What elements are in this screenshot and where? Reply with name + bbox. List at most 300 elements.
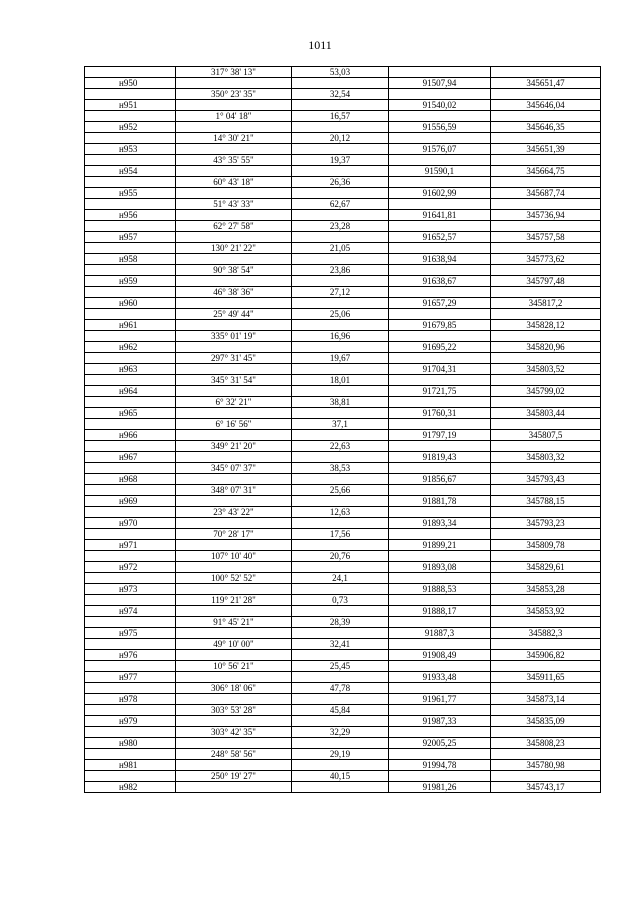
segment-row — [85, 243, 601, 254]
point-row — [85, 342, 601, 353]
segment-row — [85, 331, 601, 342]
direction-angle-cell: 46° 38' 36" — [176, 287, 292, 298]
point-name-cell — [85, 749, 176, 760]
direction-angle-cell: 348° 07' 31" — [176, 485, 292, 496]
direction-angle-cell — [176, 518, 292, 529]
point-name-cell: н967 — [85, 452, 176, 463]
x-coordinate-cell — [389, 287, 491, 298]
y-coordinate-cell: 345793,23 — [491, 518, 601, 529]
segment-row — [85, 353, 601, 364]
point-name-cell — [85, 287, 176, 298]
x-coordinate-cell: 91507,94 — [389, 78, 491, 89]
y-coordinate-cell — [491, 529, 601, 540]
x-coordinate-cell — [389, 463, 491, 474]
x-coordinate-cell — [389, 177, 491, 188]
direction-angle-cell — [176, 584, 292, 595]
direction-angle-cell: 303° 42' 35" — [176, 727, 292, 738]
direction-angle-cell — [176, 474, 292, 485]
direction-angle-cell — [176, 144, 292, 155]
point-name-cell: н957 — [85, 232, 176, 243]
segment-length-cell — [292, 188, 389, 199]
segment-length-cell: 32,54 — [292, 89, 389, 100]
point-name-cell: н954 — [85, 166, 176, 177]
point-name-cell — [85, 529, 176, 540]
x-coordinate-cell: 91590,1 — [389, 166, 491, 177]
y-coordinate-cell — [491, 133, 601, 144]
y-coordinate-cell — [491, 375, 601, 386]
direction-angle-cell: 10° 56' 21" — [176, 661, 292, 672]
y-coordinate-cell — [491, 661, 601, 672]
segment-row — [85, 485, 601, 496]
segment-row — [85, 199, 601, 210]
segment-length-cell — [292, 716, 389, 727]
x-coordinate-cell: 91721,75 — [389, 386, 491, 397]
y-coordinate-cell — [491, 573, 601, 584]
y-coordinate-cell: 345829,61 — [491, 562, 601, 573]
point-row — [85, 760, 601, 771]
segment-length-cell — [292, 540, 389, 551]
segment-length-cell — [292, 760, 389, 771]
y-coordinate-cell — [491, 89, 601, 100]
x-coordinate-cell — [389, 133, 491, 144]
segment-row — [85, 89, 601, 100]
x-coordinate-cell: 91704,31 — [389, 364, 491, 375]
segment-row — [85, 507, 601, 518]
y-coordinate-cell — [491, 595, 601, 606]
x-coordinate-cell: 91556,59 — [389, 122, 491, 133]
direction-angle-cell — [176, 672, 292, 683]
x-coordinate-cell: 91679,85 — [389, 320, 491, 331]
segment-row — [85, 683, 601, 694]
y-coordinate-cell — [491, 67, 601, 78]
point-name-cell: н970 — [85, 518, 176, 529]
x-coordinate-cell: 91899,21 — [389, 540, 491, 551]
direction-angle-cell: 43° 35' 55" — [176, 155, 292, 166]
point-name-cell — [85, 683, 176, 694]
point-name-cell: н962 — [85, 342, 176, 353]
segment-row — [85, 397, 601, 408]
x-coordinate-cell — [389, 397, 491, 408]
x-coordinate-cell: 91652,57 — [389, 232, 491, 243]
point-name-cell: н972 — [85, 562, 176, 573]
x-coordinate-cell: 91888,17 — [389, 606, 491, 617]
y-coordinate-cell: 345828,12 — [491, 320, 601, 331]
direction-angle-cell — [176, 364, 292, 375]
x-coordinate-cell — [389, 507, 491, 518]
direction-angle-cell — [176, 452, 292, 463]
x-coordinate-cell: 91638,94 — [389, 254, 491, 265]
y-coordinate-cell: 345820,96 — [491, 342, 601, 353]
y-coordinate-cell: 345788,15 — [491, 496, 601, 507]
segment-row — [85, 177, 601, 188]
x-coordinate-cell: 91797,19 — [389, 430, 491, 441]
segment-length-cell — [292, 518, 389, 529]
segment-row — [85, 375, 601, 386]
x-coordinate-cell — [389, 309, 491, 320]
point-row — [85, 738, 601, 749]
segment-length-cell: 21,05 — [292, 243, 389, 254]
y-coordinate-cell: 345743,17 — [491, 782, 601, 793]
point-name-cell — [85, 485, 176, 496]
x-coordinate-cell: 91888,53 — [389, 584, 491, 595]
x-coordinate-cell: 91893,34 — [389, 518, 491, 529]
direction-angle-cell: 49° 10' 00" — [176, 639, 292, 650]
segment-length-cell: 25,66 — [292, 485, 389, 496]
segment-length-cell: 24,1 — [292, 573, 389, 584]
y-coordinate-cell — [491, 441, 601, 452]
point-name-cell — [85, 617, 176, 628]
y-coordinate-cell — [491, 683, 601, 694]
segment-length-cell — [292, 584, 389, 595]
point-row — [85, 518, 601, 529]
segment-row — [85, 309, 601, 320]
segment-length-cell — [292, 386, 389, 397]
point-row — [85, 100, 601, 111]
point-row — [85, 628, 601, 639]
y-coordinate-cell — [491, 727, 601, 738]
x-coordinate-cell — [389, 331, 491, 342]
direction-angle-cell: 6° 16' 56" — [176, 419, 292, 430]
segment-length-cell — [292, 672, 389, 683]
direction-angle-cell: 70° 28' 17" — [176, 529, 292, 540]
point-row — [85, 122, 601, 133]
y-coordinate-cell — [491, 507, 601, 518]
direction-angle-cell — [176, 78, 292, 89]
point-name-cell: н974 — [85, 606, 176, 617]
segment-row — [85, 265, 601, 276]
direction-angle-cell: 250° 19' 27" — [176, 771, 292, 782]
point-name-cell — [85, 705, 176, 716]
direction-angle-cell: 25° 49' 44" — [176, 309, 292, 320]
y-coordinate-cell — [491, 287, 601, 298]
x-coordinate-cell: 91881,78 — [389, 496, 491, 507]
x-coordinate-cell — [389, 485, 491, 496]
y-coordinate-cell: 345736,94 — [491, 210, 601, 221]
coordinates-table-body — [85, 67, 601, 793]
point-row — [85, 254, 601, 265]
direction-angle-cell: 23° 43' 22" — [176, 507, 292, 518]
x-coordinate-cell: 91602,99 — [389, 188, 491, 199]
direction-angle-cell — [176, 430, 292, 441]
point-name-cell: н963 — [85, 364, 176, 375]
segment-length-cell: 23,28 — [292, 221, 389, 232]
direction-angle-cell: 91° 45' 21" — [176, 617, 292, 628]
point-name-cell: н969 — [85, 496, 176, 507]
segment-length-cell — [292, 122, 389, 133]
direction-angle-cell: 1° 04' 18" — [176, 111, 292, 122]
point-name-cell — [85, 419, 176, 430]
y-coordinate-cell: 345773,62 — [491, 254, 601, 265]
point-name-cell: н975 — [85, 628, 176, 639]
point-name-cell: н966 — [85, 430, 176, 441]
segment-row — [85, 639, 601, 650]
x-coordinate-cell: 91657,29 — [389, 298, 491, 309]
direction-angle-cell — [176, 716, 292, 727]
point-name-cell — [85, 507, 176, 518]
segment-row — [85, 529, 601, 540]
x-coordinate-cell — [389, 595, 491, 606]
segment-row — [85, 661, 601, 672]
direction-angle-cell: 297° 31' 45" — [176, 353, 292, 364]
segment-row — [85, 287, 601, 298]
segment-length-cell: 25,06 — [292, 309, 389, 320]
y-coordinate-cell — [491, 419, 601, 430]
y-coordinate-cell: 345803,32 — [491, 452, 601, 463]
segment-row — [85, 463, 601, 474]
point-name-cell — [85, 199, 176, 210]
y-coordinate-cell: 345651,39 — [491, 144, 601, 155]
point-row — [85, 694, 601, 705]
segment-row — [85, 705, 601, 716]
y-coordinate-cell: 345651,47 — [491, 78, 601, 89]
point-name-cell: н964 — [85, 386, 176, 397]
segment-length-cell: 22,63 — [292, 441, 389, 452]
segment-length-cell: 0,73 — [292, 595, 389, 606]
point-name-cell: н978 — [85, 694, 176, 705]
direction-angle-cell: 14° 30' 21" — [176, 133, 292, 144]
x-coordinate-cell — [389, 111, 491, 122]
direction-angle-cell — [176, 298, 292, 309]
segment-length-cell: 32,41 — [292, 639, 389, 650]
point-name-cell — [85, 265, 176, 276]
y-coordinate-cell: 345853,92 — [491, 606, 601, 617]
x-coordinate-cell — [389, 89, 491, 100]
direction-angle-cell: 6° 32' 21" — [176, 397, 292, 408]
segment-length-cell: 29,19 — [292, 749, 389, 760]
point-name-cell — [85, 661, 176, 672]
y-coordinate-cell — [491, 463, 601, 474]
segment-length-cell: 40,15 — [292, 771, 389, 782]
point-name-cell — [85, 133, 176, 144]
y-coordinate-cell: 345808,23 — [491, 738, 601, 749]
segment-length-cell — [292, 474, 389, 485]
direction-angle-cell: 62° 27' 58" — [176, 221, 292, 232]
direction-angle-cell — [176, 386, 292, 397]
x-coordinate-cell: 91760,31 — [389, 408, 491, 419]
segment-length-cell — [292, 496, 389, 507]
segment-row — [85, 67, 601, 78]
segment-length-cell — [292, 342, 389, 353]
direction-angle-cell — [176, 342, 292, 353]
point-row — [85, 276, 601, 287]
segment-length-cell — [292, 100, 389, 111]
point-row — [85, 78, 601, 89]
direction-angle-cell: 248° 58' 56" — [176, 749, 292, 760]
segment-row — [85, 727, 601, 738]
point-name-cell: н979 — [85, 716, 176, 727]
point-row — [85, 364, 601, 375]
point-name-cell: н982 — [85, 782, 176, 793]
x-coordinate-cell: 91933,48 — [389, 672, 491, 683]
point-row — [85, 650, 601, 661]
direction-angle-cell: 130° 21' 22" — [176, 243, 292, 254]
point-row — [85, 672, 601, 683]
point-row — [85, 584, 601, 595]
segment-length-cell — [292, 210, 389, 221]
point-name-cell — [85, 771, 176, 782]
y-coordinate-cell: 345809,78 — [491, 540, 601, 551]
segment-row — [85, 573, 601, 584]
segment-row — [85, 551, 601, 562]
direction-angle-cell — [176, 606, 292, 617]
segment-length-cell: 38,81 — [292, 397, 389, 408]
page-number: 1011 — [308, 38, 332, 52]
y-coordinate-cell — [491, 199, 601, 210]
y-coordinate-cell — [491, 617, 601, 628]
segment-length-cell — [292, 144, 389, 155]
point-name-cell: н980 — [85, 738, 176, 749]
point-name-cell — [85, 309, 176, 320]
segment-length-cell — [292, 232, 389, 243]
direction-angle-cell — [176, 760, 292, 771]
point-name-cell — [85, 111, 176, 122]
segment-length-cell — [292, 562, 389, 573]
y-coordinate-cell — [491, 705, 601, 716]
x-coordinate-cell — [389, 551, 491, 562]
segment-row — [85, 771, 601, 782]
point-name-cell — [85, 595, 176, 606]
coordinates-table — [84, 66, 601, 793]
y-coordinate-cell — [491, 243, 601, 254]
y-coordinate-cell: 345757,58 — [491, 232, 601, 243]
y-coordinate-cell: 345646,35 — [491, 122, 601, 133]
x-coordinate-cell — [389, 243, 491, 254]
x-coordinate-cell — [389, 441, 491, 452]
x-coordinate-cell — [389, 639, 491, 650]
direction-angle-cell: 317° 38' 13" — [176, 67, 292, 78]
x-coordinate-cell — [389, 573, 491, 584]
x-coordinate-cell: 91961,77 — [389, 694, 491, 705]
y-coordinate-cell — [491, 221, 601, 232]
segment-length-cell: 18,01 — [292, 375, 389, 386]
direction-angle-cell: 119° 21' 28" — [176, 595, 292, 606]
x-coordinate-cell: 91987,33 — [389, 716, 491, 727]
direction-angle-cell: 107° 10' 40" — [176, 551, 292, 562]
direction-angle-cell — [176, 122, 292, 133]
y-coordinate-cell: 345817,2 — [491, 298, 601, 309]
y-coordinate-cell: 345853,28 — [491, 584, 601, 595]
x-coordinate-cell — [389, 727, 491, 738]
y-coordinate-cell: 345797,48 — [491, 276, 601, 287]
segment-length-cell: 16,96 — [292, 331, 389, 342]
y-coordinate-cell: 345687,74 — [491, 188, 601, 199]
segment-length-cell — [292, 738, 389, 749]
segment-length-cell: 19,67 — [292, 353, 389, 364]
x-coordinate-cell: 91908,49 — [389, 650, 491, 661]
segment-length-cell: 19,37 — [292, 155, 389, 166]
direction-angle-cell: 345° 07' 37" — [176, 463, 292, 474]
direction-angle-cell — [176, 276, 292, 287]
point-name-cell — [85, 375, 176, 386]
x-coordinate-cell — [389, 221, 491, 232]
segment-length-cell — [292, 694, 389, 705]
segment-length-cell: 12,63 — [292, 507, 389, 518]
y-coordinate-cell — [491, 551, 601, 562]
x-coordinate-cell: 91540,02 — [389, 100, 491, 111]
segment-length-cell — [292, 430, 389, 441]
segment-row — [85, 749, 601, 760]
point-row — [85, 166, 601, 177]
x-coordinate-cell — [389, 155, 491, 166]
x-coordinate-cell — [389, 749, 491, 760]
direction-angle-cell — [176, 408, 292, 419]
segment-length-cell — [292, 650, 389, 661]
point-row — [85, 210, 601, 221]
y-coordinate-cell: 345664,75 — [491, 166, 601, 177]
point-row — [85, 144, 601, 155]
point-name-cell: н955 — [85, 188, 176, 199]
y-coordinate-cell: 345911,65 — [491, 672, 601, 683]
x-coordinate-cell — [389, 199, 491, 210]
point-name-cell: н950 — [85, 78, 176, 89]
x-coordinate-cell — [389, 617, 491, 628]
point-row — [85, 540, 601, 551]
point-name-cell — [85, 221, 176, 232]
y-coordinate-cell: 345835,09 — [491, 716, 601, 727]
segment-length-cell: 20,76 — [292, 551, 389, 562]
y-coordinate-cell: 345793,43 — [491, 474, 601, 485]
point-name-cell — [85, 727, 176, 738]
direction-angle-cell — [176, 496, 292, 507]
segment-length-cell: 23,86 — [292, 265, 389, 276]
point-name-cell: н961 — [85, 320, 176, 331]
x-coordinate-cell — [389, 529, 491, 540]
segment-length-cell: 27,12 — [292, 287, 389, 298]
segment-length-cell: 26,36 — [292, 177, 389, 188]
point-name-cell: н973 — [85, 584, 176, 595]
point-row — [85, 606, 601, 617]
direction-angle-cell: 90° 38' 54" — [176, 265, 292, 276]
x-coordinate-cell — [389, 661, 491, 672]
y-coordinate-cell — [491, 177, 601, 188]
x-coordinate-cell — [389, 353, 491, 364]
y-coordinate-cell — [491, 353, 601, 364]
segment-length-cell — [292, 78, 389, 89]
x-coordinate-cell: 91695,22 — [389, 342, 491, 353]
y-coordinate-cell — [491, 397, 601, 408]
point-name-cell — [85, 463, 176, 474]
point-row — [85, 562, 601, 573]
point-name-cell: н981 — [85, 760, 176, 771]
point-name-cell — [85, 441, 176, 452]
point-name-cell: н977 — [85, 672, 176, 683]
x-coordinate-cell: 91994,78 — [389, 760, 491, 771]
x-coordinate-cell: 91893,08 — [389, 562, 491, 573]
segment-length-cell: 32,29 — [292, 727, 389, 738]
segment-length-cell: 45,84 — [292, 705, 389, 716]
y-coordinate-cell — [491, 265, 601, 276]
point-name-cell: н956 — [85, 210, 176, 221]
point-row — [85, 408, 601, 419]
point-row — [85, 782, 601, 793]
x-coordinate-cell — [389, 705, 491, 716]
point-row — [85, 232, 601, 243]
point-name-cell: н959 — [85, 276, 176, 287]
segment-length-cell — [292, 298, 389, 309]
point-name-cell — [85, 551, 176, 562]
segment-length-cell: 47,78 — [292, 683, 389, 694]
segment-length-cell: 38,53 — [292, 463, 389, 474]
y-coordinate-cell — [491, 485, 601, 496]
direction-angle-cell — [176, 782, 292, 793]
direction-angle-cell — [176, 100, 292, 111]
direction-angle-cell — [176, 188, 292, 199]
segment-length-cell: 37,1 — [292, 419, 389, 430]
point-name-cell: н958 — [85, 254, 176, 265]
x-coordinate-cell: 92005,25 — [389, 738, 491, 749]
y-coordinate-cell: 345906,82 — [491, 650, 601, 661]
point-name-cell: н968 — [85, 474, 176, 485]
